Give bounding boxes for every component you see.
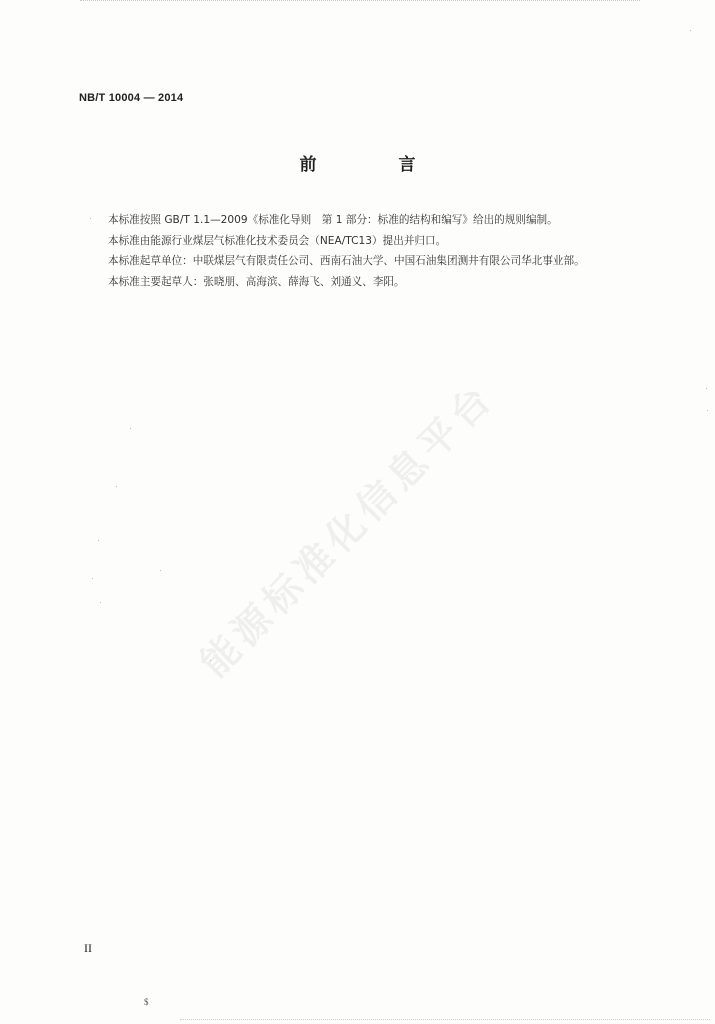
page-number: II	[84, 941, 92, 955]
section-heading: 前 言	[299, 155, 454, 175]
scan-edge-bottom	[180, 1019, 710, 1021]
scan-speck	[100, 602, 101, 603]
scan-edge-top	[80, 0, 640, 2]
scan-speck	[92, 578, 93, 579]
scan-speck	[706, 388, 707, 389]
scan-speck	[98, 540, 99, 541]
scan-speck	[690, 30, 691, 31]
watermark: 能源标准化信息平台	[191, 374, 504, 686]
paragraph-drafters: 本标准主要起草人：张晓朋、高海滨、薛海飞、刘通义、李阳。	[108, 275, 405, 288]
scan-speck	[116, 486, 117, 487]
scan-speck	[160, 570, 161, 571]
paragraph-drafting-rules: 本标准按照 GB/T 1.1—2009《标准化导则 第 1 部分：标准的结构和编写》给出的规则编制。	[108, 214, 558, 226]
stray-mark: $	[144, 997, 149, 1007]
scan-speck	[130, 428, 131, 429]
foreword-body	[108, 210, 688, 292]
scan-speck	[90, 218, 91, 219]
scan-speck	[210, 660, 211, 661]
paragraph-drafting-units: 本标准起草单位：中联煤层气有限责任公司、西南石油大学、中国石油集团测井有限公司华北事业部。	[108, 255, 585, 267]
scan-speck	[707, 410, 708, 411]
paragraph-proposer: 本标准由能源行业煤层气标准化技术委员会（NEA/TC13）提出并归口。	[108, 234, 447, 247]
standard-code: NB/T 10004 — 2014	[79, 92, 184, 104]
